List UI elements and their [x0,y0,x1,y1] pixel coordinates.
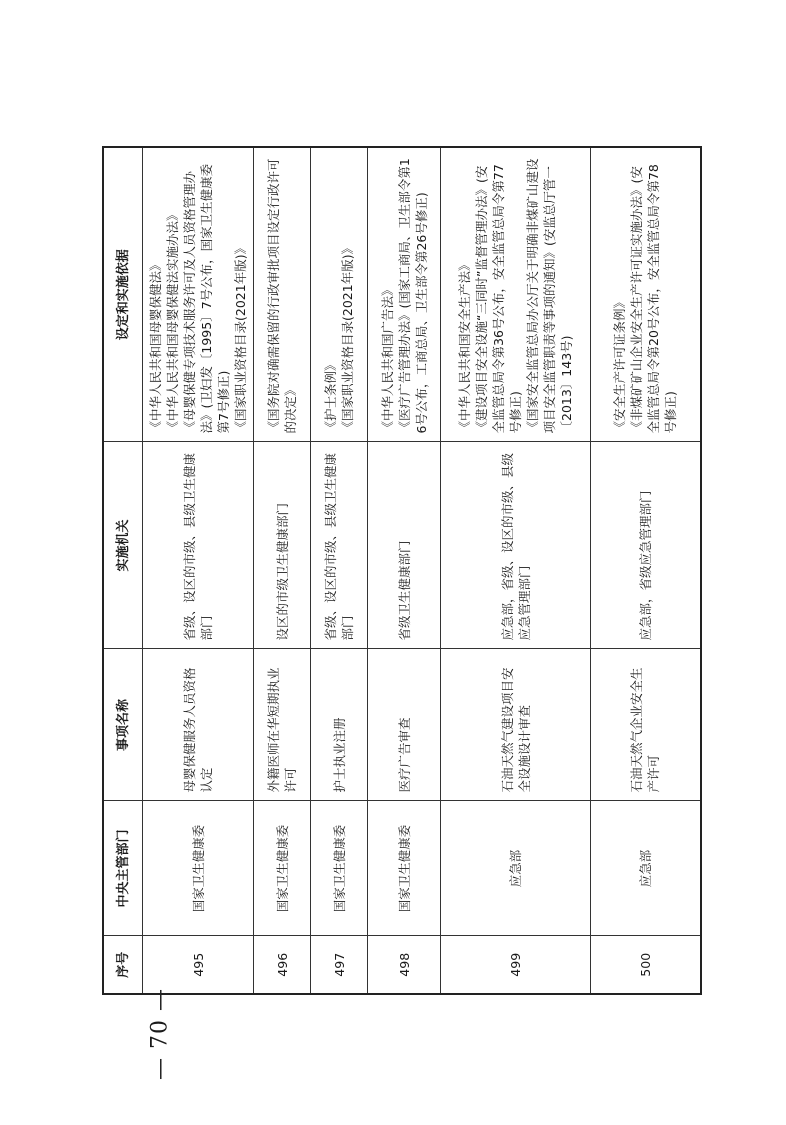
cell-dept: 国家卫生健康委 [254,801,311,936]
cell-agency: 省级、设区的市级、县级卫生健康部门 [311,442,368,649]
cell-dept: 国家卫生健康委 [368,801,441,936]
basis-line: 《非煤矿矿山企业安全生产许可证实施办法》(安全监管总局令第20号公布，安全监管总局令第78号修正) [629,164,679,434]
cell-no: 498 [368,936,441,994]
basis-line: 《国家安全监管总局办公厅关于明确非煤矿山建设项目安全监管职责等事项的通知》(安监总厅管一〔2013〕143号) [525,158,574,434]
cell-no: 500 [591,936,701,994]
basis-line: 《中华人民共和国广告法》 [379,283,395,434]
cell-basis [368,147,441,442]
basis-line: 《国家职业资格目录(2021年版)》 [340,241,355,434]
basis-line: 《医疗广告管理办法》(国家工商局、卫生部令第16号公布，工商总局、卫生部令第26号修正) [396,158,429,434]
cell-basis [143,147,254,442]
cell-agency: 应急部，省级应急管理部门 [591,442,701,649]
table-row [143,147,254,994]
cell-no: 499 [441,936,591,994]
header-agency: 实施机关 [103,442,143,649]
cell-no: 496 [254,936,311,994]
basis-line: 《国务院对确需保留的行政审批项目设定行政许可的决定》 [266,158,298,434]
basis-line: 《国家职业资格目录(2021年版)》 [233,241,248,434]
header-seq: 序号 [103,936,143,994]
basis-line: 《中华人民共和国安全生产法》 [457,258,472,434]
cell-agency: 省级卫生健康部门 [368,442,441,649]
cell-basis [591,147,701,442]
table-row [591,147,701,994]
cell-item: 医疗广告审查 [368,649,441,801]
table-row [311,147,368,994]
header-item: 事项名称 [103,649,143,801]
cell-agency: 设区的市级卫生健康部门 [254,442,311,649]
cell-agency: 应急部，省级、设区的市级、县级应急管理部门 [441,442,591,649]
rotated-table-container [102,148,684,995]
cell-item: 外籍医师在华短期执业许可 [254,649,311,801]
table-header-row [103,147,143,994]
cell-basis [311,147,368,442]
basis-line: 《中华人民共和国母婴保健法》 [148,258,163,434]
table-row [441,147,591,994]
cell-dept: 应急部 [441,801,591,936]
cell-basis [254,147,311,442]
cell-item: 石油天然气建设项目安全设施设计审查 [441,649,591,801]
basis-line: 《母婴保健专项技术服务许可及人员资格管理办法》(卫妇发〔1995〕7号公布，国家卫生健康委第7号修正) [182,163,231,434]
cell-dept: 国家卫生健康委 [311,801,368,936]
cell-item: 母婴保健服务人员资格认定 [143,649,254,801]
cell-dept: 应急部 [591,801,701,936]
basis-line: 《护士条例》 [323,358,338,434]
cell-item: 石油天然气企业安全生产许可 [591,649,701,801]
page-number-text: — 70 — [147,988,173,1080]
header-basis: 设定和实施依据 [103,147,143,442]
basis-line: 《建设项目安全设施“三同时”监督管理办法》(安全监管总局令第36号公布，安全监管总局令第77号修正) [474,164,523,434]
basis-line: 《中华人民共和国母婴保健法实施办法》 [165,208,180,434]
cell-agency: 省级、设区的市级、县级卫生健康部门 [143,442,254,649]
cell-no: 497 [311,936,368,994]
table-row [368,147,441,994]
cell-no: 495 [143,936,254,994]
permit-table [102,146,702,995]
cell-dept: 国家卫生健康委 [143,801,254,936]
basis-line: 《安全生产许可证条例》 [612,295,628,434]
page-number [115,988,205,1080]
cell-item: 护士执业注册 [311,649,368,801]
table-row [254,147,311,994]
header-dept: 中央主管部门 [103,801,143,936]
cell-basis [441,147,591,442]
